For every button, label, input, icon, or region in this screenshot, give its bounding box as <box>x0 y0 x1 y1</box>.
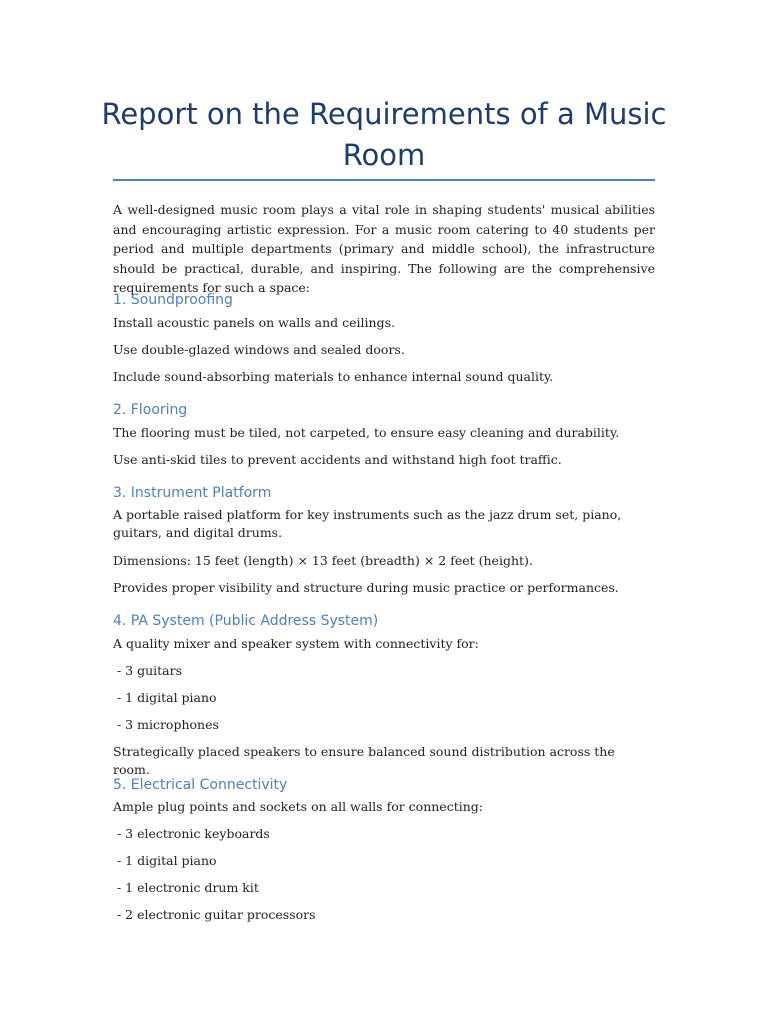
section-item: Include sound-absorbing materials to enhance internal sound quality. <box>113 369 554 384</box>
section-heading-instrument-platform: 3. Instrument Platform <box>113 485 272 501</box>
section-heading-pa-system: 4. PA System (Public Address System) <box>113 613 379 629</box>
list-item: - 1 digital piano <box>113 853 217 868</box>
list-item: - 2 electronic guitar processors <box>113 907 316 922</box>
list-item: - 3 guitars <box>113 663 183 678</box>
section-item: Dimensions: 15 feet (length) × 13 feet (breadth) × 2 feet (height). <box>113 553 533 568</box>
list-item: - 3 microphones <box>113 717 219 732</box>
list-item: - 1 digital piano <box>113 690 217 705</box>
list-item: - 3 electronic keyboards <box>113 826 270 841</box>
section-item: Strategically placed speakers to ensure balanced sound distribution across the room. <box>113 744 615 777</box>
section-item: The flooring must be tiled, not carpeted, to ensure easy cleaning and durability. <box>113 425 620 440</box>
section-item: Install acoustic panels on walls and ceilings. <box>113 315 395 330</box>
section-heading-flooring: 2. Flooring <box>113 402 188 418</box>
title-underline <box>113 179 655 181</box>
document-body <box>113 200 655 922</box>
section-item: A quality mixer and speaker system with connectivity for: <box>113 636 479 651</box>
section-item: A portable raised platform for key instruments such as the jazz drum set, piano, guitars, and digital drums. <box>113 507 622 540</box>
list-item: - 1 electronic drum kit <box>113 880 259 895</box>
section-heading-soundproofing: 1. Soundproofing <box>113 292 233 308</box>
section-heading-electrical-connectivity: 5. Electrical Connectivity <box>113 777 288 793</box>
section-item: Use anti-skid tiles to prevent accidents and withstand high foot traffic. <box>113 452 562 467</box>
section-item: Provides proper visibility and structure during music practice or performances. <box>113 580 619 595</box>
section-item: Ample plug points and sockets on all walls for connecting: <box>113 799 483 814</box>
section-item: Use double-glazed windows and sealed doors. <box>113 342 405 357</box>
document-title: Report on the Requirements of a Music Room <box>101 97 667 172</box>
intro-paragraph: A well-designed music room plays a vital role in shaping students' musical abilities and encouraging artistic expression. For a music room catering to 40 students per period and multiple departments (primary and middle school), the infrastructure should be practical, durable, and inspiring. The following are the comprehensive requirements for such a space: <box>113 202 655 295</box>
